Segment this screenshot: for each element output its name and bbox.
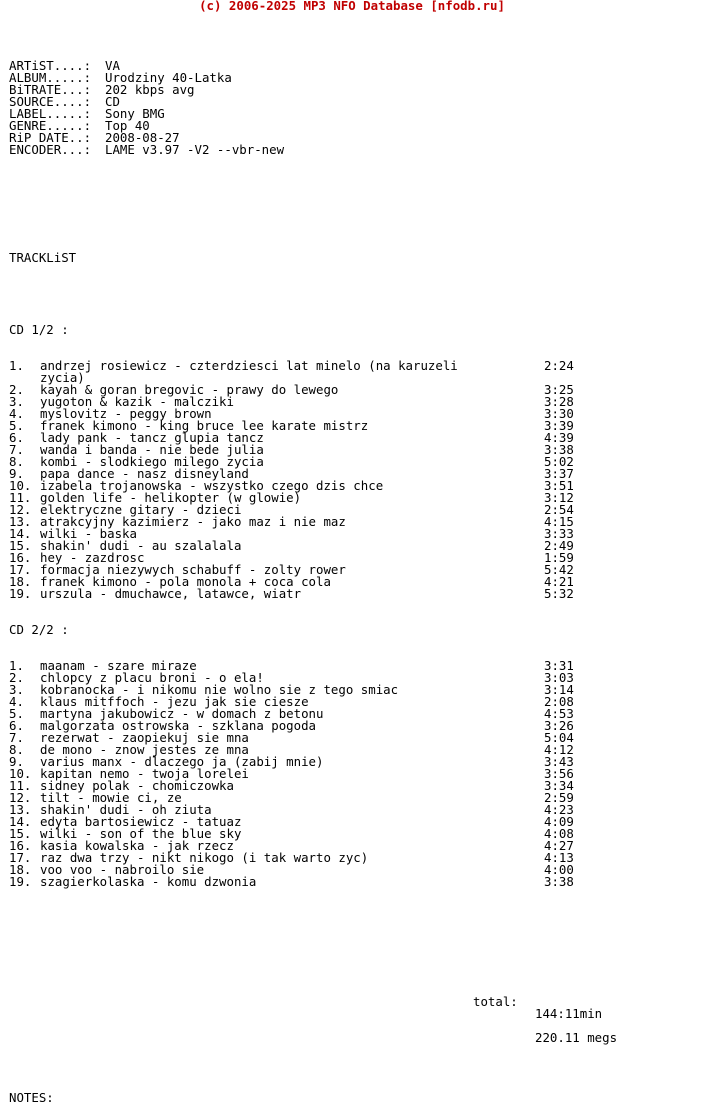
track-time: 4:21 bbox=[544, 574, 574, 589]
track-time: 3:28 bbox=[544, 394, 574, 409]
track-number: 5. bbox=[9, 706, 24, 721]
total-label: total: bbox=[473, 994, 518, 1009]
tracklist-heading: TRACKLiST bbox=[9, 250, 77, 265]
total-minutes: 144:11min bbox=[535, 1006, 603, 1021]
track-number: 15. bbox=[9, 826, 32, 841]
track-row bbox=[9, 852, 699, 864]
track-title: izabela trojanowska - wszystko czego dzis chce bbox=[40, 478, 384, 493]
track-title: elektryczne gitary - dzieci bbox=[40, 502, 242, 517]
track-number: 16. bbox=[9, 838, 32, 853]
track-time: 4:00 bbox=[544, 862, 574, 877]
track-title: wanda i banda - nie bede julia bbox=[40, 442, 264, 457]
track-title: rezerwat - zaopiekuj sie mna bbox=[40, 730, 249, 745]
track-number: 13. bbox=[9, 802, 32, 817]
track-number: 4. bbox=[9, 406, 24, 421]
info-value: LAME v3.97 -V2 --vbr-new bbox=[105, 142, 285, 157]
track-title: raz dwa trzy - nikt nikogo (i tak warto zyc) bbox=[40, 850, 369, 865]
track-title: kobranocka - i nikomu nie wolno sie z tego smiac bbox=[40, 682, 399, 697]
track-title: edyta bartosiewicz - tatuaz bbox=[40, 814, 242, 829]
info-value: 202 kbps avg bbox=[105, 82, 195, 97]
total-row bbox=[9, 984, 699, 1021]
track-title: lady pank - tancz glupia tancz bbox=[40, 430, 264, 445]
track-title: myslovitz - peggy brown bbox=[40, 406, 212, 421]
track-time: 4:27 bbox=[544, 838, 574, 853]
track-title: andrzej rosiewicz - czterdziesci lat minelo (na karuzeli bbox=[40, 358, 458, 373]
track-title: formacja niezywych schabuff - zolty rower bbox=[40, 562, 346, 577]
track-time: 1:59 bbox=[544, 550, 574, 565]
track-number: 19. bbox=[9, 874, 32, 889]
track-number: 2. bbox=[9, 382, 24, 397]
info-key: ALBUM.....: bbox=[9, 70, 92, 85]
track-number: 5. bbox=[9, 418, 24, 433]
track-title: yugoton & kazik - malcziki bbox=[40, 394, 234, 409]
track-title: chlopcy z placu broni - o ela! bbox=[40, 670, 264, 685]
track-time: 3:51 bbox=[544, 478, 574, 493]
track-time: 4:13 bbox=[544, 850, 574, 865]
track-time: 3:43 bbox=[544, 754, 574, 769]
track-number: 6. bbox=[9, 430, 24, 445]
track-time: 3:25 bbox=[544, 382, 574, 397]
info-value: 2008-08-27 bbox=[105, 130, 180, 145]
track-time: 2:54 bbox=[544, 502, 574, 517]
track-number: 8. bbox=[9, 454, 24, 469]
cd2-label: CD 2/2 : bbox=[9, 622, 69, 637]
info-key: ENCODER...: bbox=[9, 142, 92, 157]
info-value: CD bbox=[105, 94, 120, 109]
track-title: voo voo - nabroilo sie bbox=[40, 862, 205, 877]
info-key: BiTRATE...: bbox=[9, 82, 92, 97]
track-time: 5:02 bbox=[544, 454, 574, 469]
track-row bbox=[9, 792, 699, 804]
track-time: 2:08 bbox=[544, 694, 574, 709]
track-number: 9. bbox=[9, 466, 24, 481]
track-time: 3:37 bbox=[544, 466, 574, 481]
track-number: 1. bbox=[9, 358, 24, 373]
track-number: 17. bbox=[9, 562, 32, 577]
track-row bbox=[9, 840, 699, 852]
track-title: wilki - baska bbox=[40, 526, 137, 541]
track-title: urszula - dmuchawce, latawce, wiatr bbox=[40, 586, 302, 601]
track-number: 11. bbox=[9, 778, 32, 793]
track-time: 4:15 bbox=[544, 514, 574, 529]
track-number: 16. bbox=[9, 550, 32, 565]
info-value: Sony BMG bbox=[105, 106, 165, 121]
track-number: 8. bbox=[9, 742, 24, 757]
track-time: 3:30 bbox=[544, 406, 574, 421]
info-key: ARTiST....: bbox=[9, 58, 92, 73]
release-info bbox=[9, 60, 699, 156]
track-time: 4:12 bbox=[544, 742, 574, 757]
info-value: Top 40 bbox=[105, 118, 150, 133]
track-title: kayah & goran bregovic - prawy do lewego bbox=[40, 382, 339, 397]
track-title: tilt - mowie ci, ze bbox=[40, 790, 182, 805]
track-title: franek kimono - king bruce lee karate mistrz bbox=[40, 418, 369, 433]
track-title: malgorzata ostrowska - szklana pogoda bbox=[40, 718, 317, 733]
track-row bbox=[9, 588, 699, 600]
track-title: kasia kowalska - jak rzecz bbox=[40, 838, 234, 853]
track-time: 3:26 bbox=[544, 718, 574, 733]
track-number: 11. bbox=[9, 490, 32, 505]
track-time: 5:04 bbox=[544, 730, 574, 745]
info-value: VA bbox=[105, 58, 120, 73]
track-row bbox=[9, 864, 699, 876]
track-title-continued: zycia) bbox=[40, 370, 85, 385]
track-title: shakin' dudi - au szalalala bbox=[40, 538, 242, 553]
track-title: franek kimono - pola monola + coca cola bbox=[40, 574, 331, 589]
total-size: 220.11 megs bbox=[535, 1030, 618, 1045]
track-number: 13. bbox=[9, 514, 32, 529]
track-title: papa dance - nasz disneyland bbox=[40, 466, 249, 481]
track-title: de mono - znow jestes ze mna bbox=[40, 742, 249, 757]
track-time: 2:24 bbox=[544, 358, 574, 373]
track-number: 3. bbox=[9, 394, 24, 409]
track-time: 3:03 bbox=[544, 670, 574, 685]
track-number: 7. bbox=[9, 730, 24, 745]
track-row bbox=[9, 360, 699, 372]
track-title: hey - zazdrosc bbox=[40, 550, 145, 565]
track-time: 3:39 bbox=[544, 418, 574, 433]
cd2-tracklist bbox=[9, 660, 699, 888]
track-time: 4:23 bbox=[544, 802, 574, 817]
track-title: sidney polak - chomiczowka bbox=[40, 778, 234, 793]
track-time: 4:09 bbox=[544, 814, 574, 829]
track-time: 3:14 bbox=[544, 682, 574, 697]
track-number: 18. bbox=[9, 574, 32, 589]
track-number: 18. bbox=[9, 862, 32, 877]
track-title: klaus mitffoch - jezu jak sie ciesze bbox=[40, 694, 309, 709]
track-number: 10. bbox=[9, 766, 32, 781]
info-key: RiP DATE..: bbox=[9, 130, 92, 145]
track-number: 2. bbox=[9, 670, 24, 685]
track-row bbox=[9, 816, 699, 828]
notes-heading: NOTES: bbox=[9, 1090, 54, 1105]
track-number: 15. bbox=[9, 538, 32, 553]
track-title: varius manx - dlaczego ja (zabij mnie) bbox=[40, 754, 324, 769]
track-time: 3:56 bbox=[544, 766, 574, 781]
info-key: LABEL.....: bbox=[9, 106, 92, 121]
track-row bbox=[9, 804, 699, 816]
track-time: 2:59 bbox=[544, 790, 574, 805]
track-time: 5:42 bbox=[544, 562, 574, 577]
track-number: 3. bbox=[9, 682, 24, 697]
track-number: 12. bbox=[9, 502, 32, 517]
track-number: 6. bbox=[9, 718, 24, 733]
track-title: szagierkolaska - komu dzwonia bbox=[40, 874, 257, 889]
track-time: 3:38 bbox=[544, 442, 574, 457]
track-title: golden life - helikopter (w glowie) bbox=[40, 490, 302, 505]
info-key: GENRE.....: bbox=[9, 118, 92, 133]
track-time: 3:33 bbox=[544, 526, 574, 541]
info-row bbox=[9, 144, 699, 156]
track-number: 10. bbox=[9, 478, 32, 493]
track-number: 19. bbox=[9, 586, 32, 601]
track-time: 4:08 bbox=[544, 826, 574, 841]
track-number: 9. bbox=[9, 754, 24, 769]
track-title: atrakcyjny kazimierz - jako maz i nie maz bbox=[40, 514, 346, 529]
track-time: 3:38 bbox=[544, 874, 574, 889]
track-time: 5:32 bbox=[544, 586, 574, 601]
track-number: 4. bbox=[9, 694, 24, 709]
track-time: 3:34 bbox=[544, 778, 574, 793]
nfo-document bbox=[9, 0, 699, 1116]
cd1-label: CD 1/2 : bbox=[9, 322, 69, 337]
track-number: 7. bbox=[9, 442, 24, 457]
track-number: 1. bbox=[9, 658, 24, 673]
track-number: 12. bbox=[9, 790, 32, 805]
track-time: 3:31 bbox=[544, 658, 574, 673]
track-title: kombi - slodkiego milego zycia bbox=[40, 454, 264, 469]
track-title: kapitan nemo - twoja lorelei bbox=[40, 766, 249, 781]
track-number: 17. bbox=[9, 850, 32, 865]
track-time: 2:49 bbox=[544, 538, 574, 553]
track-number: 14. bbox=[9, 526, 32, 541]
info-key: SOURCE....: bbox=[9, 94, 92, 109]
track-row bbox=[9, 828, 699, 840]
track-time: 4:39 bbox=[544, 430, 574, 445]
track-title: maanam - szare miraze bbox=[40, 658, 197, 673]
track-title: wilki - son of the blue sky bbox=[40, 826, 242, 841]
track-title: martyna jakubowicz - w domach z betonu bbox=[40, 706, 324, 721]
track-row bbox=[9, 876, 699, 888]
site-header[interactable]: (c) 2006-2025 MP3 NFO Database [nfodb.ru] bbox=[199, 0, 505, 13]
track-number: 14. bbox=[9, 814, 32, 829]
cd1-tracklist bbox=[9, 360, 699, 600]
track-title: shakin' dudi - oh ziuta bbox=[40, 802, 212, 817]
track-time: 3:12 bbox=[544, 490, 574, 505]
track-time: 4:53 bbox=[544, 706, 574, 721]
info-value: Urodziny 40-Latka bbox=[105, 70, 232, 85]
